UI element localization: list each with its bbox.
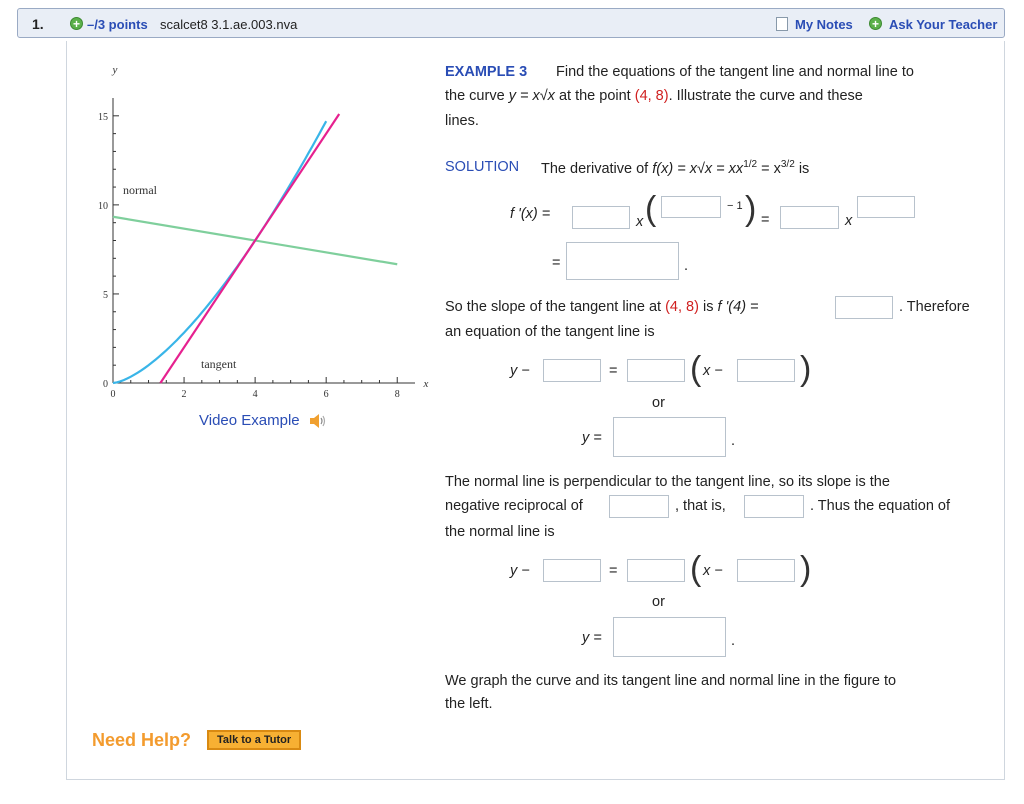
tangent-final-input[interactable] [613, 417, 726, 457]
example-line-3: lines. [445, 113, 479, 129]
closing-line-1: We graph the curve and its tangent line and normal line in the figure to [445, 673, 897, 689]
equals-sign-1: = [761, 212, 770, 228]
ask-teacher-plus-icon[interactable]: + [869, 17, 882, 30]
tangent-open-paren: ( [690, 350, 702, 388]
expand-plus-icon[interactable]: + [70, 17, 83, 30]
x-tick-label-4: 4 [252, 389, 258, 400]
example-line-2 [445, 88, 863, 104]
tangent-y-minus: y − [510, 363, 530, 379]
normal-line-2-b: , that is, [675, 498, 726, 514]
normal-final-input[interactable] [613, 617, 726, 657]
y-tick-label-15: 15 [98, 111, 108, 123]
point-highlight: (4, 8) [634, 88, 669, 104]
normal-line-3: the normal line is [445, 524, 555, 540]
minus-one: − 1 [727, 200, 743, 212]
example-line2-text-b: at the point [558, 88, 631, 104]
axis-ticks [113, 116, 397, 383]
x-tick-label-0: 0 [110, 389, 116, 400]
normal-line-2-a: negative reciprocal of [445, 498, 583, 514]
curve-equation: y = x√x [508, 88, 555, 104]
tangent-period: . [731, 433, 736, 449]
slope-text-a: So the slope of the tangent line at [445, 299, 662, 315]
solution-derivative-line [541, 159, 809, 177]
tangent-slope-input[interactable] [627, 359, 685, 382]
x-tick-label-6: 6 [323, 389, 329, 400]
ask-teacher-link[interactable]: Ask Your Teacher [889, 17, 998, 32]
solution-label: SOLUTION [445, 159, 520, 175]
question-id: scalcet8 3.1.ae.003.nva [160, 17, 298, 32]
normal-y1-input[interactable] [543, 559, 601, 582]
slope-text-b: is [702, 299, 714, 315]
tangent-y1-input[interactable] [543, 359, 601, 382]
normal-or: or [652, 594, 665, 610]
points-label: –/3 points [87, 17, 148, 32]
normal-line-2-c: . Thus the equation of [810, 498, 951, 514]
example-line2-text-c: . Illustrate the curve and these [668, 88, 863, 104]
solution-text-a: The derivative of [541, 160, 649, 177]
x-base-1: x [636, 214, 644, 230]
exponent-input[interactable] [661, 196, 721, 218]
normal-open-paren: ( [690, 550, 702, 588]
normal-slope-eq-input[interactable] [627, 559, 685, 582]
fprime-label: f '(x) = [510, 206, 551, 222]
normal-y-equals: y = [582, 630, 602, 646]
tangent-line [160, 114, 339, 383]
period-1: . [684, 258, 689, 274]
y-tick-label-10: 10 [98, 200, 108, 212]
tangent-y-equals: y = [582, 430, 602, 446]
open-paren: ( [645, 190, 657, 228]
example-line-1: Find the equations of the tangent line and normal line to [556, 64, 914, 80]
closing-line-2: the left. [445, 696, 493, 712]
normal-period: . [731, 633, 736, 649]
fprime4-label: f '(4) = [717, 299, 759, 315]
tangent-equals: = [609, 363, 618, 379]
notes-icon[interactable] [776, 17, 788, 31]
x-tick-label-2: 2 [181, 389, 187, 400]
need-help-label: Need Help? [92, 730, 192, 750]
tangent-normal-graph [80, 60, 430, 405]
derivative-final-input[interactable] [566, 242, 679, 280]
equals-sign-2: = [552, 255, 561, 271]
video-example-link[interactable]: Video Example [199, 412, 300, 429]
x-axis-label: x [423, 378, 429, 390]
fx-expression: f(x) = x√x = xx [652, 160, 744, 177]
normal-slope-input[interactable] [744, 495, 804, 518]
question-header [17, 8, 1005, 38]
normal-line-1: The normal line is perpendicular to the tangent line, so its slope is the [445, 474, 890, 490]
solution-text-b: is [798, 160, 810, 177]
exponent-simplified-input[interactable] [857, 196, 915, 218]
y-tick-label-0: 0 [103, 379, 108, 390]
slope-input[interactable] [835, 296, 893, 319]
exponent-half: 1/2 [743, 159, 758, 170]
tangent-intro-text: an equation of the tangent line is [445, 324, 655, 340]
coefficient-simplified-input[interactable] [780, 206, 839, 229]
tangent-or: or [652, 395, 665, 411]
tangent-close-paren: ) [800, 350, 812, 388]
y-tick-label-5: 5 [103, 289, 108, 301]
tick-labels [98, 112, 400, 400]
slope-line [445, 299, 759, 315]
tangent-x-minus: x − [703, 363, 723, 379]
curve-line [113, 121, 326, 383]
normal-label: normal [123, 183, 157, 197]
normal-y-minus: y − [510, 563, 530, 579]
fx-equals: = x [757, 160, 781, 177]
tangent-x1-input[interactable] [737, 359, 795, 382]
coefficient-input[interactable] [572, 206, 630, 229]
therefore-text: . Therefore [899, 299, 970, 315]
x-base-2: x [845, 213, 853, 229]
exponent-three-halves: 3/2 [780, 159, 795, 170]
y-axis-label: y [112, 64, 118, 76]
normal-x-minus: x − [703, 563, 723, 579]
slope-point: (4, 8) [665, 299, 699, 315]
x-tick-label-8: 8 [394, 389, 400, 400]
normal-equals: = [609, 563, 618, 579]
question-number: 1. [32, 16, 44, 32]
speaker-icon[interactable] [309, 413, 329, 429]
tangent-label: tangent [201, 357, 237, 371]
close-paren: ) [745, 190, 757, 228]
my-notes-link[interactable]: My Notes [795, 17, 853, 32]
example-label: EXAMPLE 3 [445, 64, 528, 80]
normal-x1-input[interactable] [737, 559, 795, 582]
example-line2-text-a: the curve [445, 88, 505, 104]
reciprocal-of-input[interactable] [609, 495, 669, 518]
talk-to-tutor-button[interactable]: Talk to a Tutor [207, 730, 301, 750]
normal-close-paren: ) [800, 550, 812, 588]
